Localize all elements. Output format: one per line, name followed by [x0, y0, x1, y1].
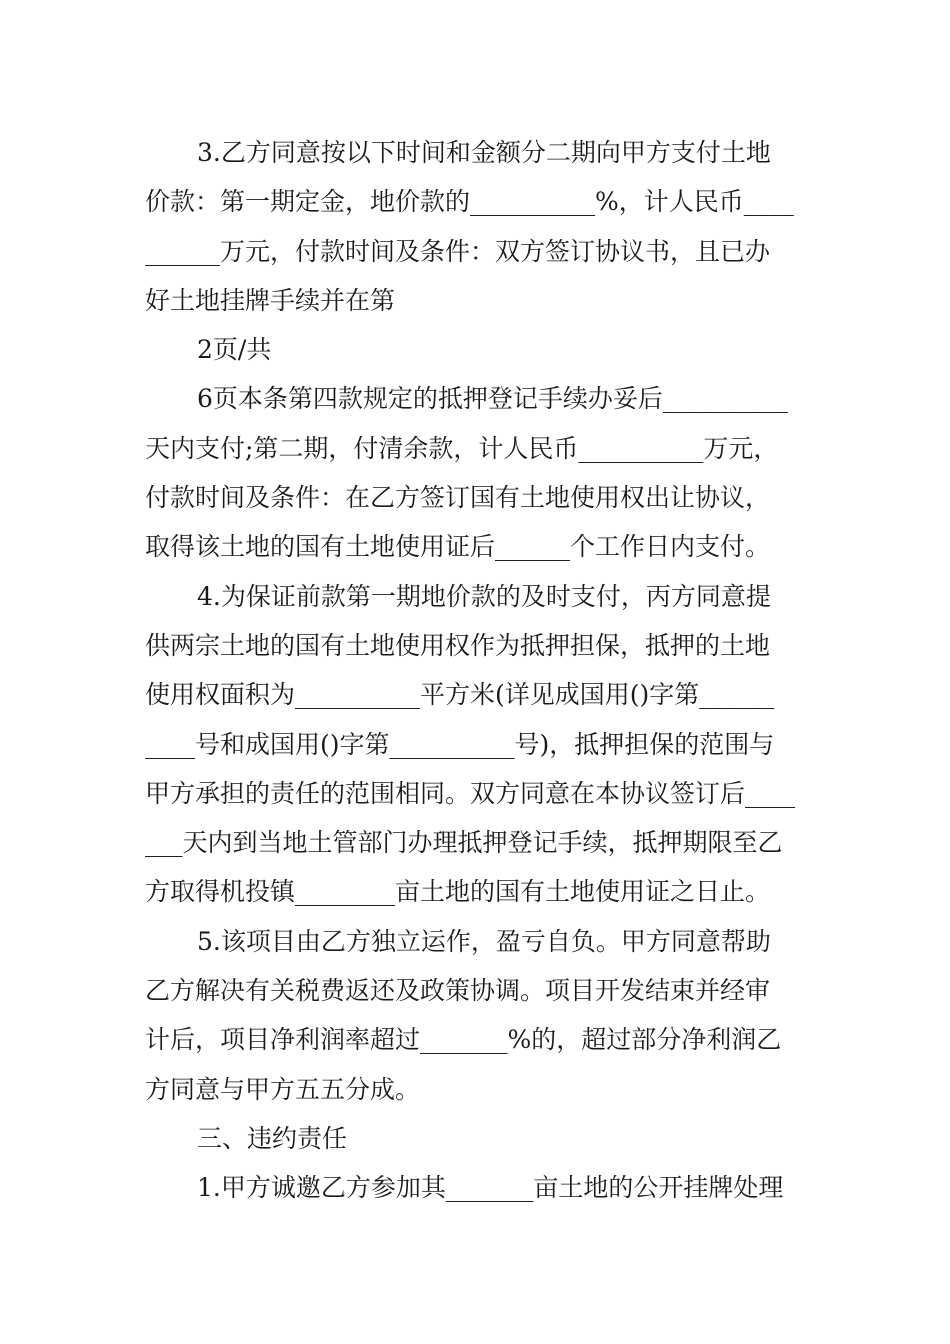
text-line: ______万元，付款时间及条件：双方签订协议书，且已办 — [145, 236, 771, 266]
document-body — [145, 128, 810, 1213]
text-line: 4.为保证前款第一期地价款的及时支付，丙方同意提 — [197, 581, 771, 611]
text-line: 价款：第一期定金，地价款的__________%，计人民币____ — [145, 187, 794, 217]
text-line: 供两宗土地的国有土地使用权作为抵押担保，抵押的土地 — [145, 630, 771, 660]
text-line: ____号和成国用()字第__________号)，抵押担保的范围与 — [145, 729, 775, 759]
text-line: 6页本条第四款规定的抵押登记手续办妥后__________ — [197, 384, 788, 414]
text-line: 甲方承担的责任的范围相同。双方同意在本协议签订后____ — [145, 778, 796, 808]
section-heading: 三、违约责任 — [197, 1123, 348, 1153]
text-line: 天内支付;第二期，付清余款，计人民币__________万元， — [145, 433, 779, 463]
text-line: 计后，项目净利润率超过_______%的，超过部分净利润乙 — [145, 1025, 782, 1055]
text-line: ___天内到当地土管部门办理抵押登记手续，抵押期限至乙 — [145, 828, 783, 858]
text-line: 好土地挂牌手续并在第 — [145, 285, 396, 315]
text-line: 1.甲方诚邀乙方参加其_______亩土地的公开挂牌处理 — [197, 1173, 784, 1203]
text-line: 3.乙方同意按以下时间和金额分二期向甲方支付土地 — [197, 138, 771, 167]
text-line: 取得该土地的国有土地使用证后______个工作日内支付。 — [145, 532, 771, 562]
page-marker-line: 2页/共 — [197, 335, 272, 365]
text-line: 5.该项目由乙方独立运作，盈亏自负。甲方同意帮助 — [197, 926, 771, 956]
text-line: 方同意与甲方五五分成。 — [145, 1074, 421, 1104]
text-line: 付款时间及条件：在乙方签订国有土地使用权出让协议， — [145, 483, 771, 513]
text-line: 乙方解决有关税费返还及政策协调。项目开发结束并经审 — [145, 976, 771, 1006]
text-line: 使用权面积为__________平方米(详见成国用()字第______ — [145, 680, 775, 710]
text-line: 方取得机投镇________亩土地的国有土地使用证之日止。 — [145, 877, 771, 907]
